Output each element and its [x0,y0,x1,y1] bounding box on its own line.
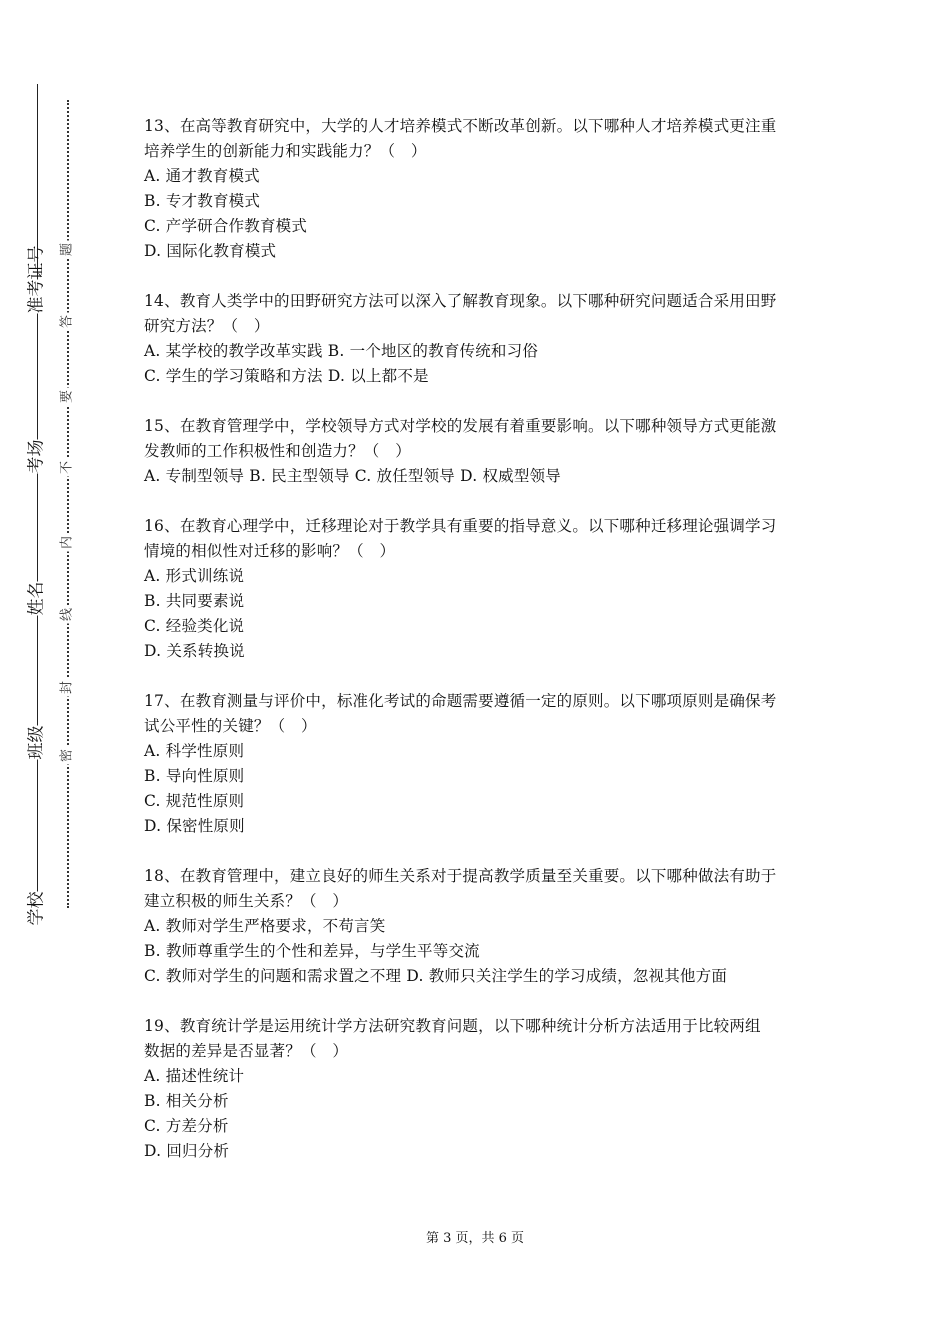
seal-char: 密 [58,747,77,765]
options-abcd: A. 专制型领导 B. 民主型领导 C. 放任型领导 D. 权威型领导 [144,467,561,485]
option-a: A. 通才教育模式 [144,167,260,185]
question-stem: 14、教育人类学中的田野研究方法可以深入了解教育现象。以下哪种研究问题适合采用田野 [144,292,777,310]
options-cd: C. 学生的学习策略和方法 D. 以上都不是 [144,367,429,385]
question-stem: 18、在教育管理中，建立良好的师生关系对于提高教学质量至关重要。以下哪种做法有助于 [144,867,777,885]
option-c: C. 规范性原则 [144,792,245,810]
option-d: D. 关系转换说 [144,642,245,660]
seal-char: 封 [58,679,77,697]
question-19 [144,1014,816,1164]
option-a: A. 形式训练说 [144,567,245,585]
page-number: 第 3 页，共 6 页 [425,1231,525,1246]
question-stem: 研究方法？（ ） [144,317,270,335]
question-list [144,114,816,1189]
question-stem: 建立积极的师生关系？（ ） [144,892,349,910]
seal-char: 要 [58,388,77,406]
binding-margin [0,0,110,1344]
binding-solid-line [37,84,38,924]
question-13 [144,114,816,264]
question-stem: 数据的差异是否显著？（ ） [144,1042,349,1060]
seal-char: 答 [58,313,77,331]
option-d: D. 保密性原则 [144,817,245,835]
options-cd: C. 教师对学生的问题和需求置之不理 D. 教师只关注学生的学习成绩，忽视其他方面 [144,967,728,985]
seal-char: 题 [58,241,77,259]
field-exam-room-label: 考场 [25,440,50,474]
question-stem: 发教师的工作积极性和创造力？（ ） [144,442,411,460]
question-stem: 情境的相似性对迁移的影响？（ ） [144,542,396,560]
seal-char: 内 [58,534,77,552]
question-16 [144,514,816,664]
question-14 [144,289,816,389]
option-b: B. 导向性原则 [144,767,245,785]
option-b: B. 教师尊重学生的个性和差异，与学生平等交流 [144,942,480,960]
seal-char: 线 [58,606,77,624]
question-stem: 16、在教育心理学中，迁移理论对于教学具有重要的指导意义。以下哪种迁移理论强调学习 [144,517,777,535]
question-stem: 13、在高等教育研究中，大学的人才培养模式不断改革创新。以下哪种人才培养模式更注重 [144,117,777,135]
option-c: C. 方差分析 [144,1117,229,1135]
option-b: B. 相关分析 [144,1092,229,1110]
question-17 [144,689,816,839]
question-stem: 15、在教育管理学中，学校领导方式对学校的发展有着重要影响。以下哪种领导方式更能激 [144,417,777,435]
question-18 [144,864,816,989]
question-stem: 17、在教育测量与评价中，标准化考试的命题需要遵循一定的原则。以下哪项原则是确保考 [144,692,777,710]
option-c: C. 产学研合作教育模式 [144,217,308,235]
question-stem: 培养学生的创新能力和实践能力？（ ） [144,142,427,160]
option-b: B. 专才教育模式 [144,192,261,210]
option-b: B. 共同要素说 [144,592,245,610]
question-15 [144,414,816,489]
option-a: A. 科学性原则 [144,742,245,760]
field-name-label: 姓名 [25,582,50,616]
seal-char: 不 [58,459,77,477]
question-stem: 试公平性的关键？（ ） [144,717,317,735]
option-d: D. 国际化教育模式 [144,242,277,260]
question-stem: 19、教育统计学是运用统计学方法研究教育问题，以下哪种统计分析方法适用于比较两组 [144,1017,761,1035]
field-class-label: 班级 [25,726,50,760]
options-ab: A. 某学校的教学改革实践 B. 一个地区的教育传统和习俗 [144,342,539,360]
seal-dotted-line [67,100,69,908]
option-a: A. 教师对学生严格要求，不苟言笑 [144,917,386,935]
field-exam-id-label: 准考证号 [25,280,50,314]
option-c: C. 经验类化说 [144,617,245,635]
option-d: D. 回归分析 [144,1142,230,1160]
field-school-label: 学校 [25,892,50,926]
option-a: A. 描述性统计 [144,1067,245,1085]
